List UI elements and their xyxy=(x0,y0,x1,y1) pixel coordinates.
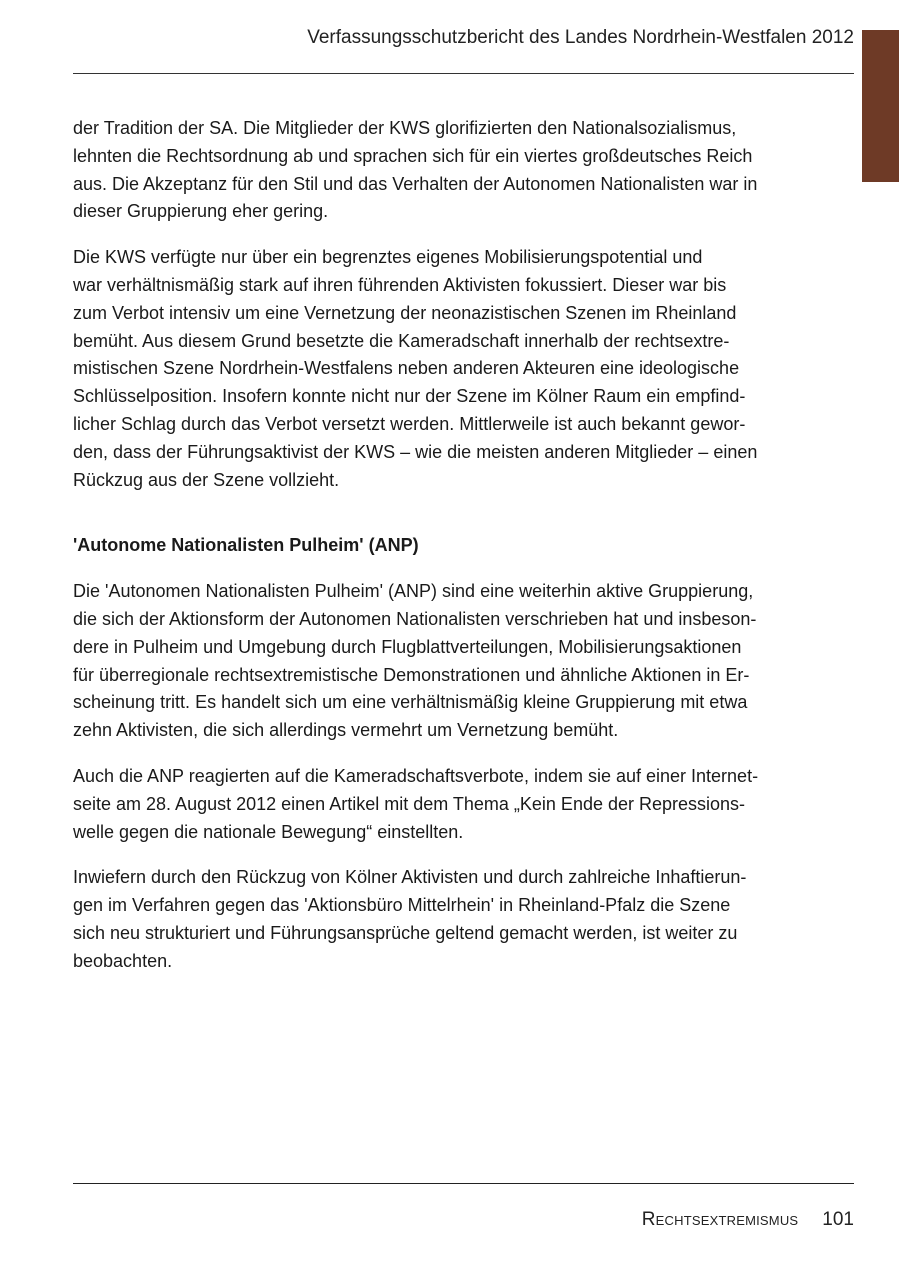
paragraph-line: für überregionale rechtsextremistische Demonstrationen und ähnliche Aktionen in Er- xyxy=(73,664,750,685)
paragraph-line: aus. Die Akzeptanz für den Stil und das Verhalten der Autonomen Nationalisten war in xyxy=(73,173,758,194)
paragraph-line: zehn Aktivisten, die sich allerdings vermehrt um Vernetzung bemüht. xyxy=(73,720,619,741)
footer-section-name: Rechtsextremismus xyxy=(641,1209,799,1230)
paragraph-line: der Tradition der SA. Die Mitglieder der KWS glorifizierten den Nationalsozialismus, xyxy=(73,118,737,138)
paragraph-line: sich neu strukturiert und Führungsansprüche geltend gemacht werden, ist weiter zu xyxy=(73,922,738,943)
paragraph-line: war verhältnismäßig stark auf ihren führenden Aktivisten fokussiert. Dieser war bis xyxy=(73,274,727,295)
chapter-tab-marker xyxy=(862,30,899,182)
page-body xyxy=(73,115,813,994)
paragraph-4 xyxy=(73,763,813,846)
page-footer xyxy=(642,1208,854,1232)
paragraph-1 xyxy=(73,115,813,226)
paragraph-line: Die 'Autonomen Nationalisten Pulheim' (ANP) sind eine weiterhin aktive Gruppierung, xyxy=(73,581,754,602)
paragraph-2 xyxy=(73,244,813,494)
paragraph-line: die sich der Aktionsform der Autonomen Nationalisten verschrieben hat und insbeson- xyxy=(73,608,757,629)
paragraph-line: gen im Verfahren gegen das 'Aktionsbüro Mittelrhein' in Rheinland-Pfalz die Szene xyxy=(73,895,731,916)
paragraph-line: dere in Pulheim und Umgebung durch Flugblattverteilungen, Mobilisierungsaktionen xyxy=(73,636,742,657)
paragraph-line: lehnten die Rechtsordnung ab und sprachen sich für ein viertes großdeutsches Reich xyxy=(73,145,753,166)
paragraph-line: Rückzug aus der Szene vollzieht. xyxy=(73,469,340,490)
paragraph-line: beobachten. xyxy=(73,950,173,971)
paragraph-line: Auch die ANP reagierten auf die Kameradschaftsverbote, indem sie auf einer Internet- xyxy=(73,765,759,786)
paragraph-line: Die KWS verfügte nur über ein begrenztes eigenes Mobilisierungspotential und xyxy=(73,247,703,268)
paragraph-line: Inwiefern durch den Rückzug von Kölner Aktivisten und durch zahlreiche Inhaftierun- xyxy=(73,867,747,888)
footer-divider xyxy=(73,1183,854,1184)
header-divider xyxy=(73,73,854,74)
paragraph-line: seite am 28. August 2012 einen Artikel mit dem Thema „Kein Ende der Repressions- xyxy=(73,793,746,814)
paragraph-3 xyxy=(73,578,813,745)
paragraph-line: licher Schlag durch das Verbot versetzt werden. Mittlerweile ist auch bekannt gewor- xyxy=(73,413,746,434)
paragraph-line: scheinung tritt. Es handelt sich um eine verhältnismäßig kleine Gruppierung mit etwa xyxy=(73,692,748,713)
section-heading: 'Autonome Nationalisten Pulheim' (ANP) xyxy=(73,535,419,556)
paragraph-5 xyxy=(73,864,813,975)
running-header: Verfassungsschutzbericht des Landes Nordrhein-Westfalen 2012 xyxy=(307,27,854,48)
paragraph-line: welle gegen die nationale Bewegung“ einstellten. xyxy=(73,821,464,842)
paragraph-line: Schlüsselposition. Insofern konnte nicht nur der Szene im Kölner Raum ein empfind- xyxy=(73,386,746,407)
page-number: 101 xyxy=(822,1209,854,1230)
paragraph-line: dieser Gruppierung eher gering. xyxy=(73,201,329,222)
paragraph-line: den, dass der Führungsaktivist der KWS – wie die meisten anderen Mitglieder – einen xyxy=(73,441,758,462)
paragraph-line: bemüht. Aus diesem Grund besetzte die Kameradschaft innerhalb der rechtsextre- xyxy=(73,330,730,351)
paragraph-line: mistischen Szene Nordrhein-Westfalens neben anderen Akteuren eine ideologische xyxy=(73,358,740,379)
paragraph-line: zum Verbot intensiv um eine Vernetzung der neonazistischen Szenen im Rheinland xyxy=(73,302,737,323)
